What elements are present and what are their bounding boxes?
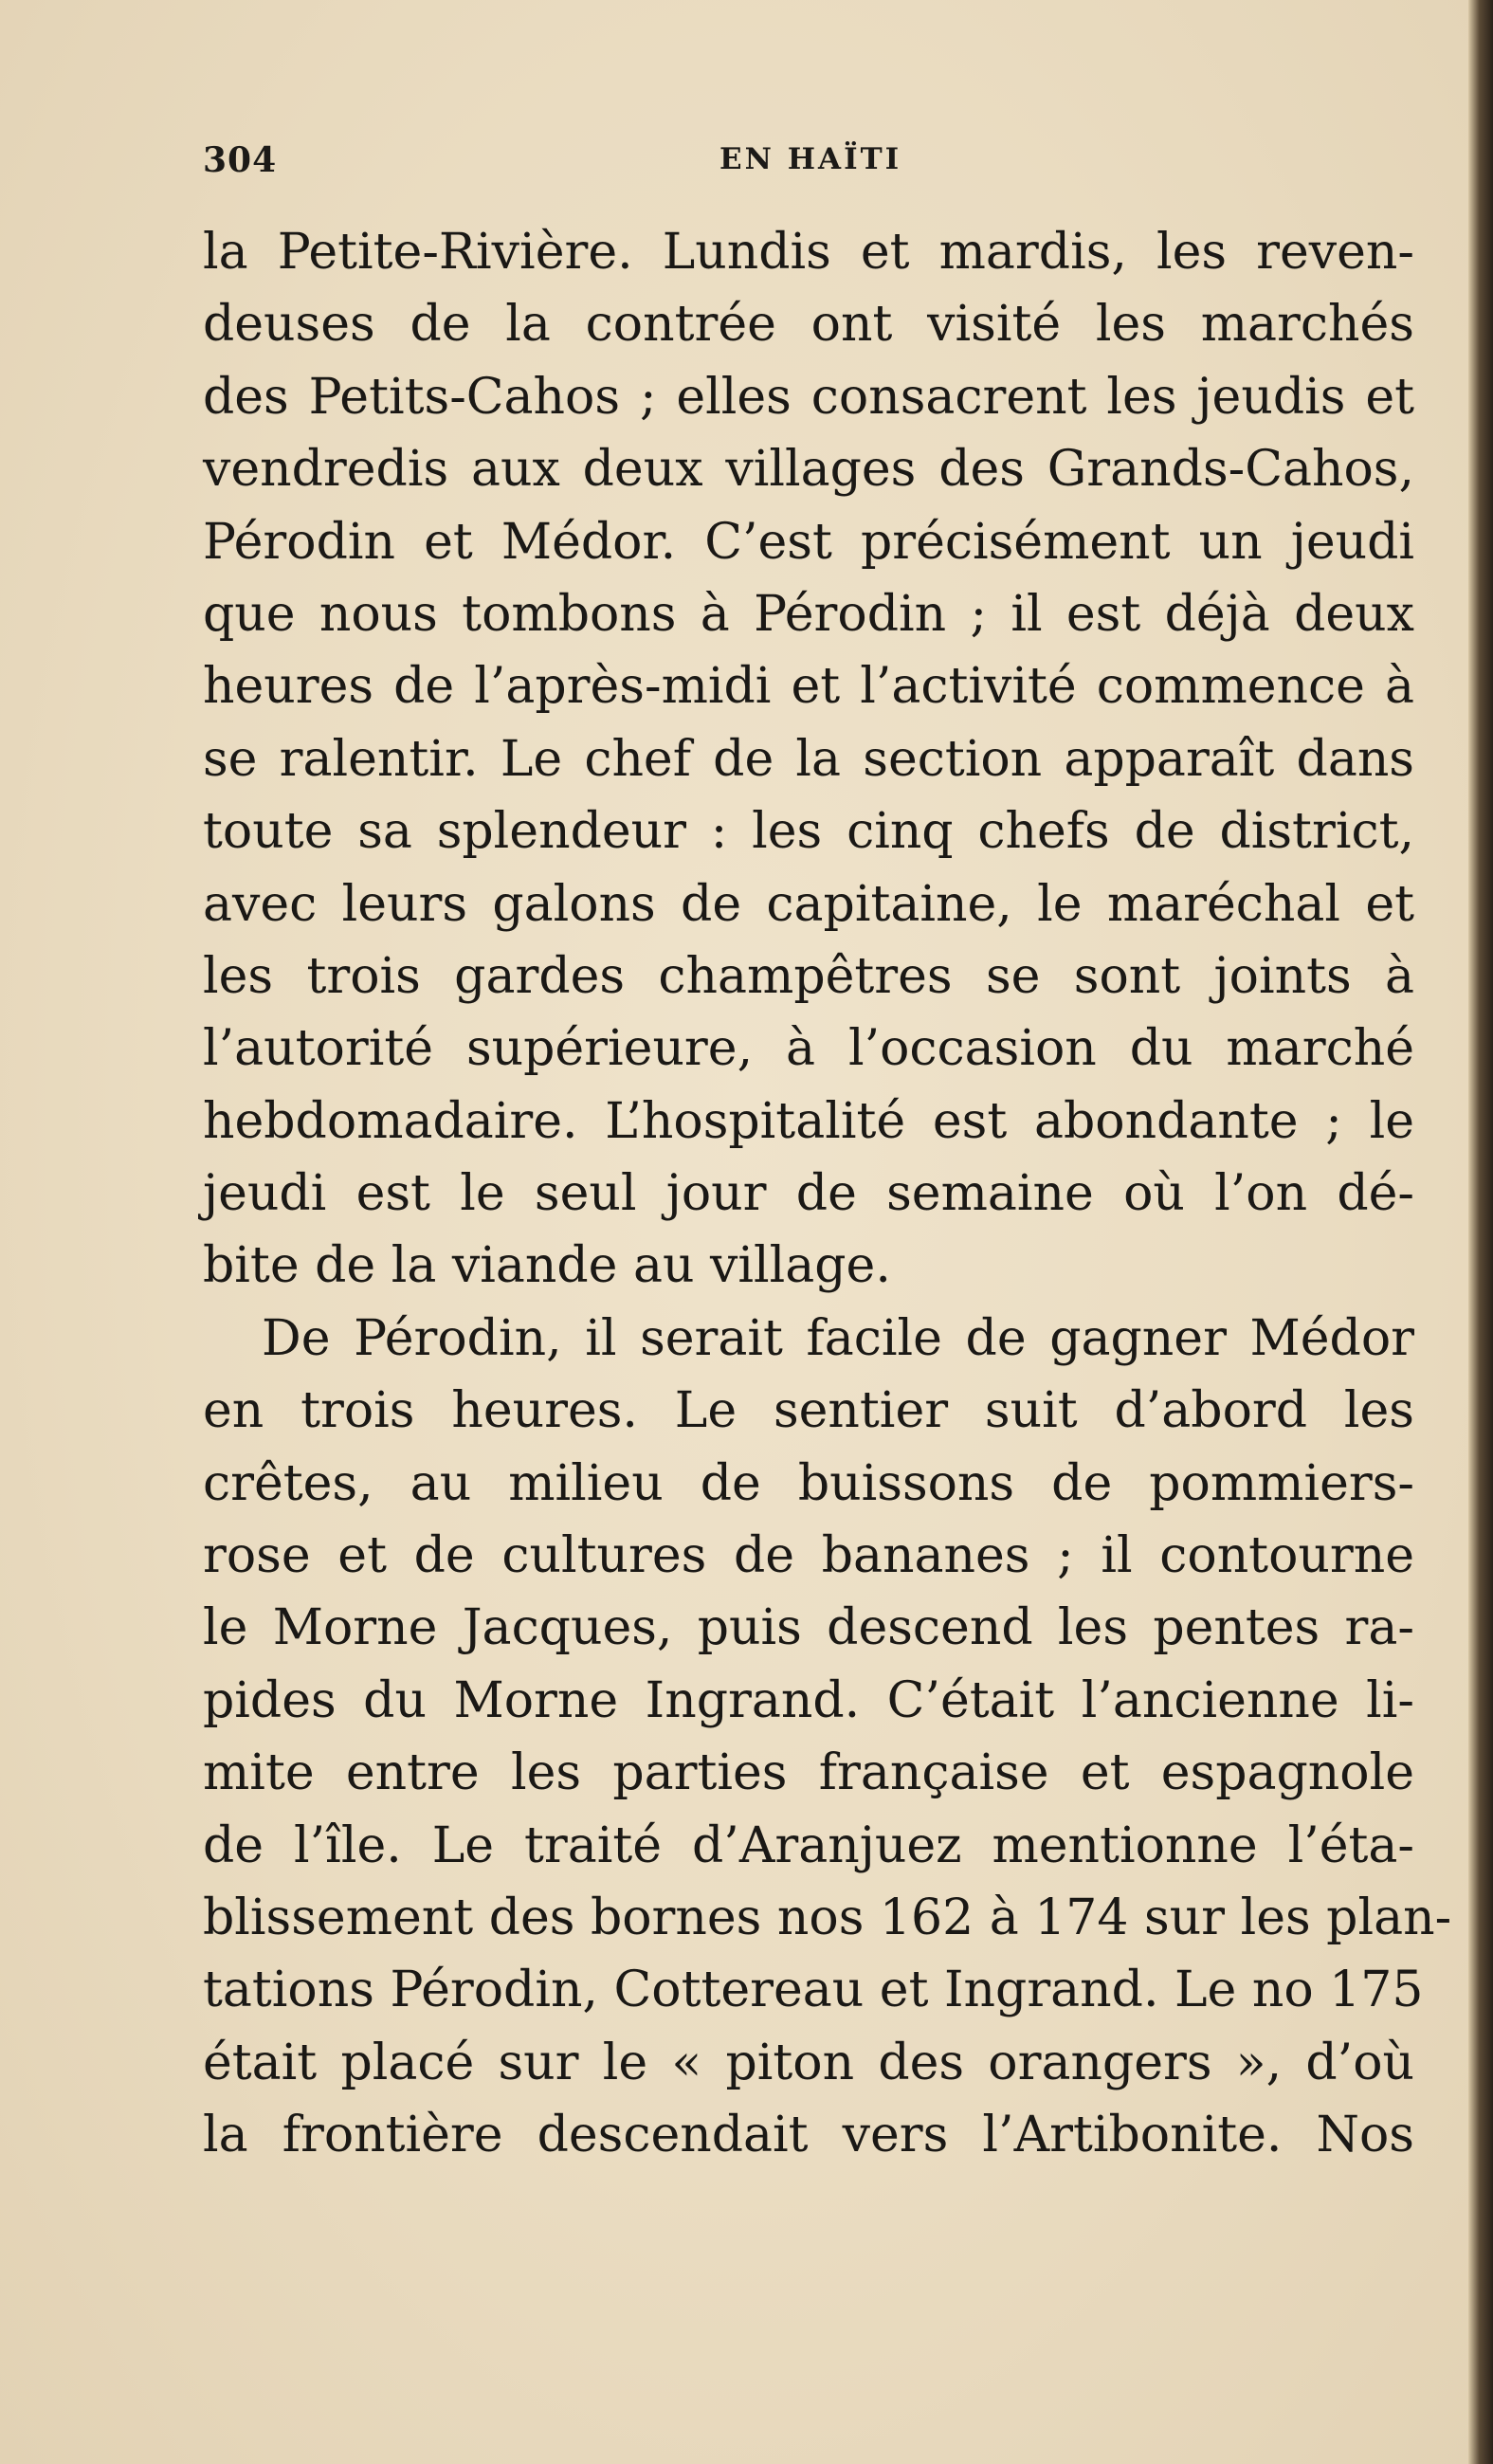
text-line: la Petite-Rivière. Lundis et mardis, les reven- <box>203 224 1414 281</box>
page-binding-edge <box>1468 0 1493 2464</box>
text-line: en trois heures. Le sentier suit d’abord les <box>203 1382 1414 1440</box>
paragraph-end-line: bite de la viande au village. <box>203 1237 891 1295</box>
text-line: vendredis aux deux villages des Grands-Cahos, <box>203 441 1414 499</box>
text-line: Pérodin et Médor. C’est précisément un jeudi <box>203 513 1414 571</box>
paragraph-start-line: De Pérodin, il serait facile de gagner Médor <box>262 1309 1414 1367</box>
text-line: le Morne Jacques, puis descend les pentes ra- <box>203 1599 1414 1657</box>
text-line: blissement des bornes nos 162 à 174 sur les plan- <box>203 1889 1452 1946</box>
text-line: mite entre les parties française et espagnole <box>203 1744 1414 1802</box>
text-line: tations Pérodin, Cottereau et Ingrand. Le no 175 <box>203 1962 1424 2019</box>
text-line: hebdomadaire. L’hospitalité est abondante ; le <box>203 1092 1414 1150</box>
text-line: l’autorité supérieure, à l’occasion du marché <box>203 1020 1414 1078</box>
text-line: la frontière descendait vers l’Artibonite. Nos <box>203 2107 1414 2164</box>
text-line: rose et de cultures de bananes ; il contourne <box>203 1527 1414 1585</box>
text-line: des Petits-Cahos ; elles consacrent les jeudis et <box>203 368 1414 426</box>
text-line: de l’île. Le traité d’Aranjuez mentionne l’éta- <box>203 1816 1414 1874</box>
text-line: jeudi est le seul jour de semaine où l’on dé- <box>203 1165 1414 1223</box>
page-number: 304 <box>203 140 278 180</box>
text-line: était placé sur le « piton des orangers », d’où <box>203 2034 1414 2091</box>
text-line: toute sa splendeur : les cinq chefs de district, <box>203 803 1414 861</box>
text-line: les trois gardes champêtres se sont joints à <box>203 947 1414 1005</box>
text-line: se ralentir. Le chef de la section apparaît dans <box>203 730 1414 788</box>
page-header <box>203 133 1416 190</box>
text-line: que nous tombons à Pérodin ; il est déjà deux <box>203 585 1414 643</box>
text-line: deuses de la contrée ont visité les marchés <box>203 296 1414 354</box>
body-text <box>203 216 1452 2172</box>
text-line: crêtes, au milieu de buissons de pommiers- <box>203 1454 1414 1512</box>
running-head: EN HAÏTI <box>719 142 902 176</box>
text-line: pides du Morne Ingrand. C’était l’ancienne li- <box>203 1671 1414 1729</box>
text-line: heures de l’après-midi et l’activité commence à <box>203 658 1414 716</box>
text-line: avec leurs galons de capitaine, le maréchal et <box>203 875 1414 933</box>
